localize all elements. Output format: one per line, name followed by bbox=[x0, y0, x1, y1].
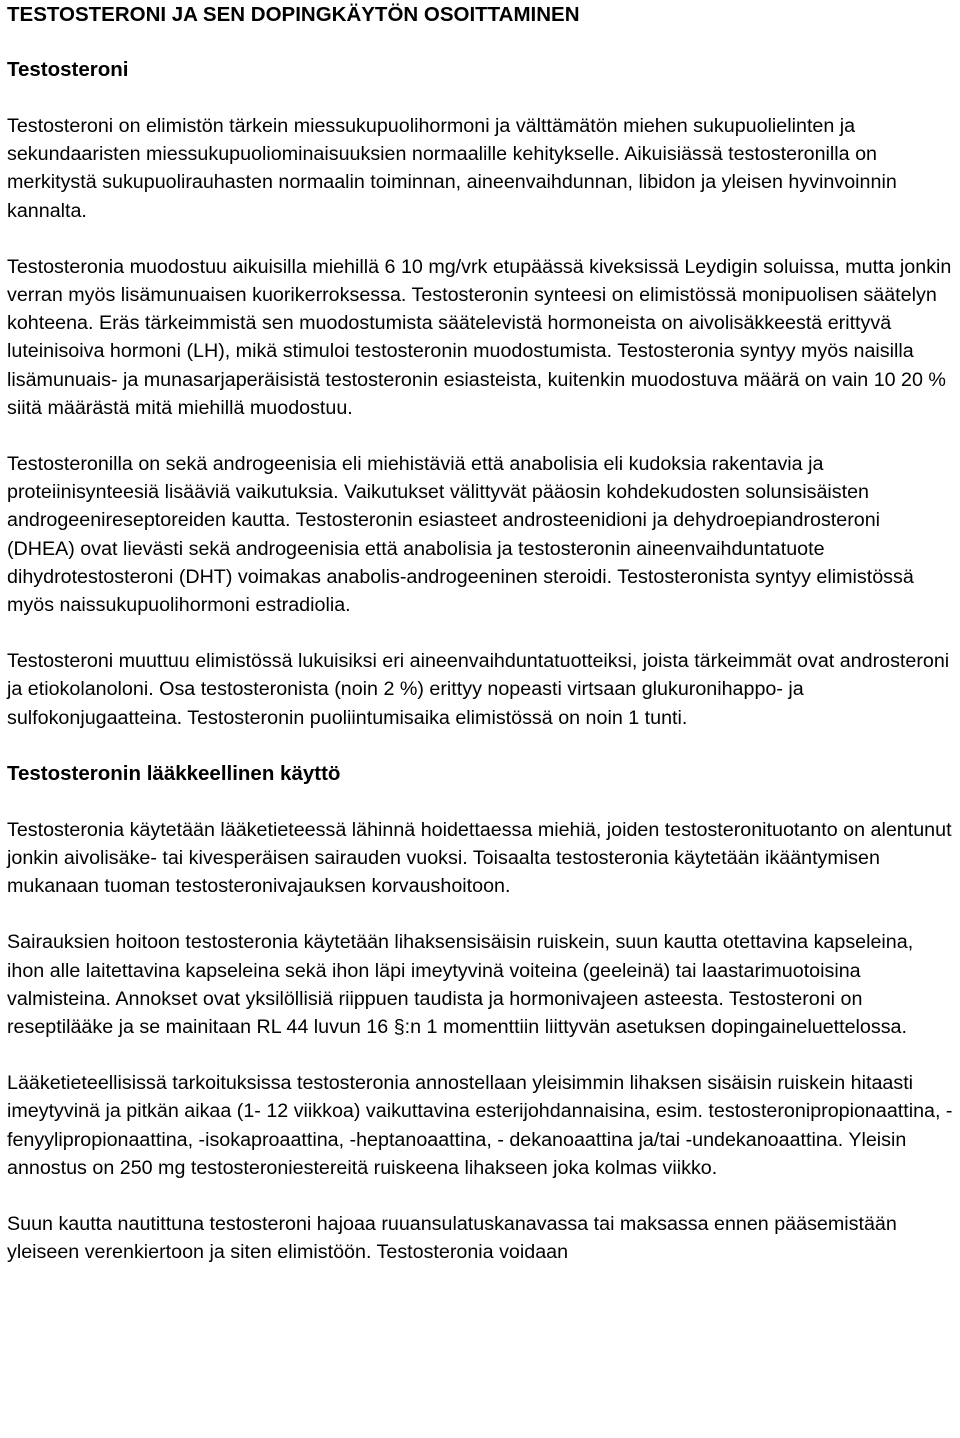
section-heading: Testosteronin lääkkeellinen käyttö bbox=[7, 761, 341, 785]
paragraph: Lääketieteellisissä tarkoituksissa testosteronia annostellaan yleisimmin lihaksen sisäisin ruiskein hitaasti imeytyvinä ja pitkän aikaa (1- 12 viikkoa) vaikuttavina esterijohdannaisina, esim. testosteronipropionaattina, -fenyylipropionaattina, -isokaproaattina, -heptanoaattina, - dekanoaattina ja/tai -undekanoaattina. Yleisin annostus on 250 mg testosteroniestereitä ruiskeena lihakseen joka kolmas viikko. bbox=[7, 1072, 953, 1179]
paragraph: Testosteroni muuttuu elimistössä lukuisiksi eri aineenvaihduntatuotteiksi, joista tärkeimmät ovat androsteroni ja etiokolanoloni. Osa testosteronista (noin 2 %) erittyy nopeasti virtsaan glukuronihappo- ja sulfokonjugaatteina. Testosteronin puoliintumisaika elimistössä on noin 1 tunti. bbox=[7, 650, 950, 729]
paragraph: Suun kautta nautittuna testosteroni hajoaa ruuansulatuskanavassa tai maksassa ennen pääsemistään yleiseen verenkiertoon ja siten elimistöön. Testosteronia voidaan bbox=[7, 1213, 897, 1264]
section-testosteroni bbox=[7, 56, 953, 732]
paragraph: Sairauksien hoitoon testosteronia käytetään lihaksensisäisin ruiskein, suun kautta otettavina kapseleina, ihon alle laitettavina kapseleina sekä ihon läpi imeytyvinä voiteina (geeleinä) tai laastarimuotoisina valmisteina. Annokset ovat yksilöllisiä riippuen taudista ja hormonivajeen asteesta. Testosteroni on reseptilääke ja se mainitaan RL 44 luvun 16 §:n 1 momenttiin liittyvän asetuksen dopingaineluettelossa. bbox=[7, 931, 914, 1039]
paragraph: Testosteronia käytetään lääketieteessä lähinnä hoidettaessa miehiä, joiden testosteronituotanto on alentunut jonkin aivolisäke- tai kivesperäisen sairauden vuoksi. Toisaalta testosteronia käytetään ikääntymisen mukanaan tuoman testosteronivajauksen korvaushoitoon. bbox=[7, 818, 952, 898]
section-heading: Testosteroni bbox=[7, 58, 129, 81]
paragraph: Testosteronia muodostuu aikuisilla miehillä 6 10 mg/vrk etupäässä kiveksissä Leydigin soluissa, mutta jonkin verran myös lisämunuaisen kuorikerroksessa. Testosteronin synteesi on elimistössä monipuolisen säätelyn kohteena. Eräs tärkeimmistä sen muodostumista säätelevistä hormoneista on aivolisäkkeestä erittyvä luteinisoiva hormoni (LH), mikä stimuloi testosteronin muodostumista. Testosteronia syntyy myös naisilla lisämunuais- ja munasarjaperäisistä testosteronin esiasteista, kuitenkin muodostuva määrä on vain 10 20 % siitä määrästä mitä miehillä muodostuu. bbox=[7, 255, 952, 419]
paragraph: Testosteronilla on sekä androgeenisia eli miehistäviä että anabolisia eli kudoksia rakentavia ja proteiinisynteesiä lisääviä vaikutuksia. Vaikutukset välittyvät pääosin kohdekudosten solunsisäisten androgeenireseptoreiden kautta. Testosteronin esiasteet androsteenidioni ja dehydroepiandrosteroni (DHEA) ovat lievästi sekä androgeenisia että anabolisia ja testosteronin aineenvaihduntatuote dihydrotestosteroni (DHT) voimakas anabolis-androgeeninen steroidi. Testosteronista syntyy elimistössä myös naissukupuolihormoni estradiolia. bbox=[7, 453, 914, 617]
document-title: TESTOSTERONI JA SEN DOPINGKÄYTÖN OSOITTAMINEN bbox=[7, 3, 580, 26]
paragraph: Testosteroni on elimistön tärkein miessukupuolihormoni ja välttämätön miehen sukupuolielinten ja sekundaaristen miessukupuoliominaisuuksien normaalille kehitykselle. Aikuisiässä testosteronilla on merkitystä sukupuolirauhasten normaalin toiminnan, aineenvaihdunnan, libidon ja yleisen hyvinvoinnin kannalta. bbox=[7, 115, 897, 222]
section-laakkeellinen-kaytto bbox=[7, 760, 953, 1267]
